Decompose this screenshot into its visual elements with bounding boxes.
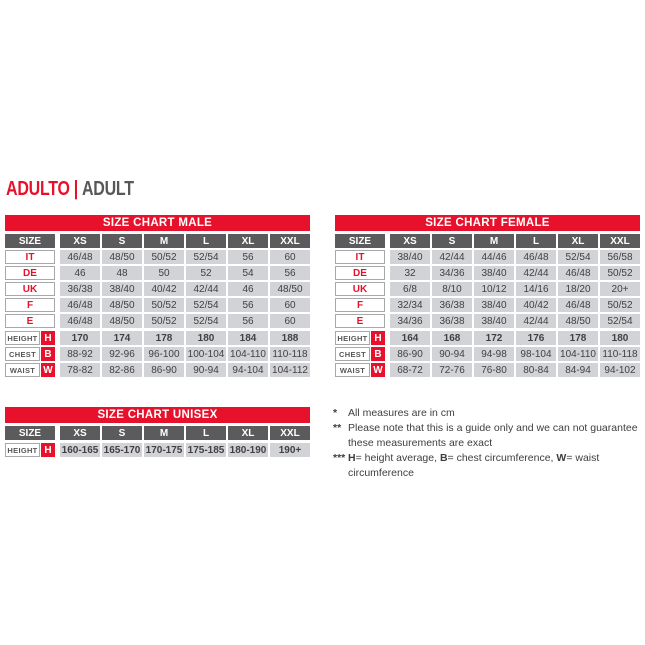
measure-value-cell: 104-110: [558, 347, 598, 361]
table-row: [5, 266, 310, 280]
table-title: SIZE CHART MALE: [5, 215, 310, 231]
size-value-cell: 38/40: [474, 298, 514, 312]
footnote-line: [348, 436, 645, 451]
measure-value-cell: 180: [186, 331, 226, 345]
size-value-cell: 42/44: [186, 282, 226, 296]
measure-label-group: [335, 331, 385, 345]
measure-value-cell: 176: [516, 331, 556, 345]
table-row: [5, 314, 310, 328]
size-value-cell: 46: [60, 266, 100, 280]
column-header-cell: S: [102, 234, 142, 248]
size-value-cell: 32: [390, 266, 430, 280]
measure-value-cell: 86-90: [144, 363, 184, 377]
footnote: [333, 406, 645, 421]
measure-value-cell: 180-190: [229, 444, 267, 456]
table-row: [335, 250, 640, 264]
size-header-cell: SIZE: [5, 234, 55, 248]
size-value-cell: 18/20: [558, 282, 598, 296]
size-value-cell: 50/52: [600, 266, 640, 280]
footnote-marker: ***: [333, 452, 346, 464]
size-header-cell: SIZE: [5, 426, 55, 440]
measure-value-cell: 88-92: [60, 347, 100, 361]
measure-label-group: [5, 363, 55, 377]
measure-letter-badge: B: [371, 347, 385, 361]
table-row: [335, 363, 640, 377]
column-header-cell: M: [474, 234, 514, 248]
size-value-cell: 10/12: [474, 282, 514, 296]
measure-value-cell: 68-72: [390, 363, 430, 377]
size-value-cell: 38/40: [390, 250, 430, 264]
column-header-cell: XXL: [270, 426, 310, 440]
measure-letter-badge: W: [371, 363, 385, 377]
measure-value-cell: 76-80: [474, 363, 514, 377]
size-value-cell: 60: [270, 314, 310, 328]
column-header-cell: XL: [228, 426, 268, 440]
measure-label: CHEST: [5, 347, 40, 361]
measure-value-cell: 104-112: [270, 363, 310, 377]
size-chart-male-table: [5, 215, 310, 379]
size-value-cell: 42/44: [516, 314, 556, 328]
measure-value-cell: 172: [474, 331, 514, 345]
size-value-cell: 14/16: [516, 282, 556, 296]
measure-value-cell: 86-90: [390, 347, 430, 361]
measure-label: WAIST: [335, 363, 370, 377]
table-row: [335, 282, 640, 296]
measure-value-cell: 160-165: [61, 444, 99, 456]
measure-value-cell: 104-110: [228, 347, 268, 361]
footnote: [333, 421, 645, 451]
measure-value-cell: 94-98: [474, 347, 514, 361]
measure-value-cell: 165-170: [103, 444, 141, 456]
table-row: [5, 298, 310, 312]
size-value-cell: 54: [228, 266, 268, 280]
measure-label: HEIGHT: [335, 331, 370, 345]
size-value-cell: 20+: [600, 282, 640, 296]
size-value-cell: 50/52: [144, 250, 184, 264]
table-row: [5, 347, 310, 361]
table-row: [335, 298, 640, 312]
footnote-marker: **: [333, 422, 342, 434]
measure-value-cell: 174: [102, 331, 142, 345]
column-header-cell: L: [516, 234, 556, 248]
size-value-cell: 38/40: [474, 266, 514, 280]
table-row: [5, 250, 310, 264]
size-value-cell: 56: [228, 314, 268, 328]
measure-value-cell: 164: [390, 331, 430, 345]
footnote-text: [348, 421, 645, 451]
column-header-cell: XL: [228, 234, 268, 248]
size-value-cell: 46/48: [60, 314, 100, 328]
size-value-cell: 46/48: [558, 266, 598, 280]
measure-value-cell: 168: [432, 331, 472, 345]
region-label: DE: [5, 266, 55, 280]
size-value-cell: 50: [144, 266, 184, 280]
measure-letter-badge: W: [41, 363, 55, 377]
footnote-segment: All measures are in cm: [348, 407, 455, 419]
footnote-segment: H: [348, 452, 356, 464]
table-row: [5, 443, 310, 457]
size-value-cell: 48: [102, 266, 142, 280]
footnotes: [333, 406, 645, 481]
size-value-cell: 50/52: [144, 314, 184, 328]
region-label: E: [335, 314, 385, 328]
measure-letter-badge: H: [371, 331, 385, 345]
measure-value-cell: 184: [228, 331, 268, 345]
column-header-cell: XXL: [600, 234, 640, 248]
column-header-cell: XS: [390, 234, 430, 248]
table-row: [5, 331, 310, 345]
footnote-segment: = chest circumference,: [447, 452, 557, 464]
measure-letter-badge: H: [41, 443, 55, 457]
table-row: [335, 347, 640, 361]
size-value-cell: 52/54: [186, 298, 226, 312]
size-value-cell: 44/46: [474, 250, 514, 264]
footnote-text: [348, 406, 645, 421]
size-value-cell: 52/54: [186, 314, 226, 328]
table-row: [335, 266, 640, 280]
measure-value-cell: 96-100: [144, 347, 184, 361]
measure-value-cell: 80-84: [516, 363, 556, 377]
column-header-cell: XXL: [270, 234, 310, 248]
size-value-cell: 50/52: [144, 298, 184, 312]
measure-value-cell: 170: [60, 331, 100, 345]
measure-value-cell: 98-104: [516, 347, 556, 361]
measure-value-cell: 178: [144, 331, 184, 345]
size-value-cell: 36/38: [432, 314, 472, 328]
measure-value-cell: 178: [558, 331, 598, 345]
size-value-cell: 42/44: [432, 250, 472, 264]
footnote-text: [348, 451, 645, 481]
size-value-cell: 56: [228, 250, 268, 264]
column-header-cell: XS: [60, 234, 100, 248]
size-value-cell: 36/38: [432, 298, 472, 312]
measure-label: CHEST: [335, 347, 370, 361]
footnote-segment: W: [556, 452, 567, 464]
size-value-cell: 34/36: [390, 314, 430, 328]
measure-value-cell: 78-82: [60, 363, 100, 377]
measure-letter-badge: H: [41, 331, 55, 345]
size-value-cell: 52: [186, 266, 226, 280]
size-value-cell: 48/50: [558, 314, 598, 328]
size-value-cell: 48/50: [270, 282, 310, 296]
measure-value-cell: 188: [270, 331, 310, 345]
measure-label-group: [335, 347, 385, 361]
table-row: [5, 282, 310, 296]
size-value-cell: 46/48: [516, 250, 556, 264]
footnote-segment: = height average,: [355, 452, 440, 464]
size-value-cell: 32/34: [390, 298, 430, 312]
measure-value-cell: 72-76: [432, 363, 472, 377]
size-value-cell: 48/50: [102, 298, 142, 312]
footnote-segment: B: [439, 452, 448, 464]
region-label: UK: [335, 282, 385, 296]
measure-value-cell: 84-94: [558, 363, 598, 377]
size-value-cell: 52/54: [558, 250, 598, 264]
measure-value-cell: 90-94: [432, 347, 472, 361]
size-chart-female-table: [335, 215, 640, 379]
measure-value-cell: 90-94: [186, 363, 226, 377]
footnote: [333, 451, 645, 481]
size-value-cell: 46/48: [60, 298, 100, 312]
measure-value-cell: 110-118: [600, 347, 640, 361]
measure-label: WAIST: [5, 363, 40, 377]
measure-value-cell: 170-175: [145, 444, 183, 456]
size-value-cell: 46: [228, 282, 268, 296]
column-header-cell: XL: [558, 234, 598, 248]
size-value-cell: 52/54: [186, 250, 226, 264]
region-label: DE: [335, 266, 385, 280]
measure-value-cell: 110-118: [270, 347, 310, 361]
region-label: UK: [5, 282, 55, 296]
column-header-cell: L: [186, 426, 226, 440]
measure-label-group: [5, 331, 55, 345]
size-value-cell: 34/36: [432, 266, 472, 280]
measure-value-cell: 180: [600, 331, 640, 345]
size-value-cell: 38/40: [102, 282, 142, 296]
footnote-line: [348, 406, 645, 421]
column-header-cell: M: [144, 426, 184, 440]
region-label: IT: [5, 250, 55, 264]
size-value-cell: 60: [270, 250, 310, 264]
measure-value-cell: 94-102: [600, 363, 640, 377]
table-header-row: [5, 426, 310, 440]
table-title: SIZE CHART FEMALE: [335, 215, 640, 231]
size-value-cell: 56/58: [600, 250, 640, 264]
size-value-cell: 56: [270, 266, 310, 280]
measure-value-cell: 94-104: [228, 363, 268, 377]
page-title-primary: ADULTO: [6, 178, 70, 200]
table-header-row: [335, 234, 640, 248]
size-value-cell: 48/50: [102, 250, 142, 264]
measure-value-cell: 175-185: [187, 444, 225, 456]
size-value-cell: 6/8: [390, 282, 430, 296]
page-title-secondary: ADULT: [81, 178, 134, 200]
measure-label-group: [5, 347, 55, 361]
size-value-cell: 46/48: [60, 250, 100, 264]
measure-label: HEIGHT: [5, 331, 40, 345]
measure-label-group: [5, 443, 55, 457]
measure-label-group: [335, 363, 385, 377]
column-header-cell: M: [144, 234, 184, 248]
page-title-separator: |: [73, 178, 78, 200]
table-row: [5, 363, 310, 377]
size-value-cell: 42/44: [516, 266, 556, 280]
measure-value-cell: 190+: [270, 443, 310, 457]
region-label: F: [335, 298, 385, 312]
size-value-cell: 40/42: [144, 282, 184, 296]
size-value-cell: 50/52: [600, 298, 640, 312]
measure-value-cell: 100-104: [187, 348, 225, 360]
column-header-cell: S: [432, 234, 472, 248]
column-header-cell: XS: [60, 426, 100, 440]
footnote-line: [348, 421, 645, 436]
footnote-segment: these measurements are exact: [348, 437, 493, 449]
measure-letter-badge: B: [41, 347, 55, 361]
region-label: F: [5, 298, 55, 312]
size-value-cell: 56: [228, 298, 268, 312]
size-value-cell: 46/48: [558, 298, 598, 312]
size-value-cell: 52/54: [600, 314, 640, 328]
column-header-cell: S: [102, 426, 142, 440]
size-value-cell: 48/50: [102, 314, 142, 328]
measure-label: HEIGHT: [5, 443, 40, 457]
region-label: IT: [335, 250, 385, 264]
column-header-cell: L: [186, 234, 226, 248]
size-value-cell: 8/10: [432, 282, 472, 296]
size-value-cell: 36/38: [60, 282, 100, 296]
size-header-cell: SIZE: [335, 234, 385, 248]
footnote-marker: *: [333, 407, 338, 419]
table-header-row: [5, 234, 310, 248]
size-chart-unisex-table: [5, 407, 310, 459]
table-row: [335, 314, 640, 328]
footnote-segment: Please note that this is a guide only and we can not guarantee: [348, 422, 638, 434]
size-value-cell: 40/42: [516, 298, 556, 312]
footnote-line: [348, 451, 645, 481]
measure-value-cell: 92-96: [102, 347, 142, 361]
table-row: [335, 331, 640, 345]
table-title: SIZE CHART UNISEX: [5, 407, 310, 423]
size-value-cell: 60: [270, 298, 310, 312]
page-title: [6, 178, 134, 201]
region-label: E: [5, 314, 55, 328]
measure-value-cell: 82-86: [102, 363, 142, 377]
size-value-cell: 38/40: [474, 314, 514, 328]
footnote-segment: = waist circumference: [348, 452, 600, 479]
